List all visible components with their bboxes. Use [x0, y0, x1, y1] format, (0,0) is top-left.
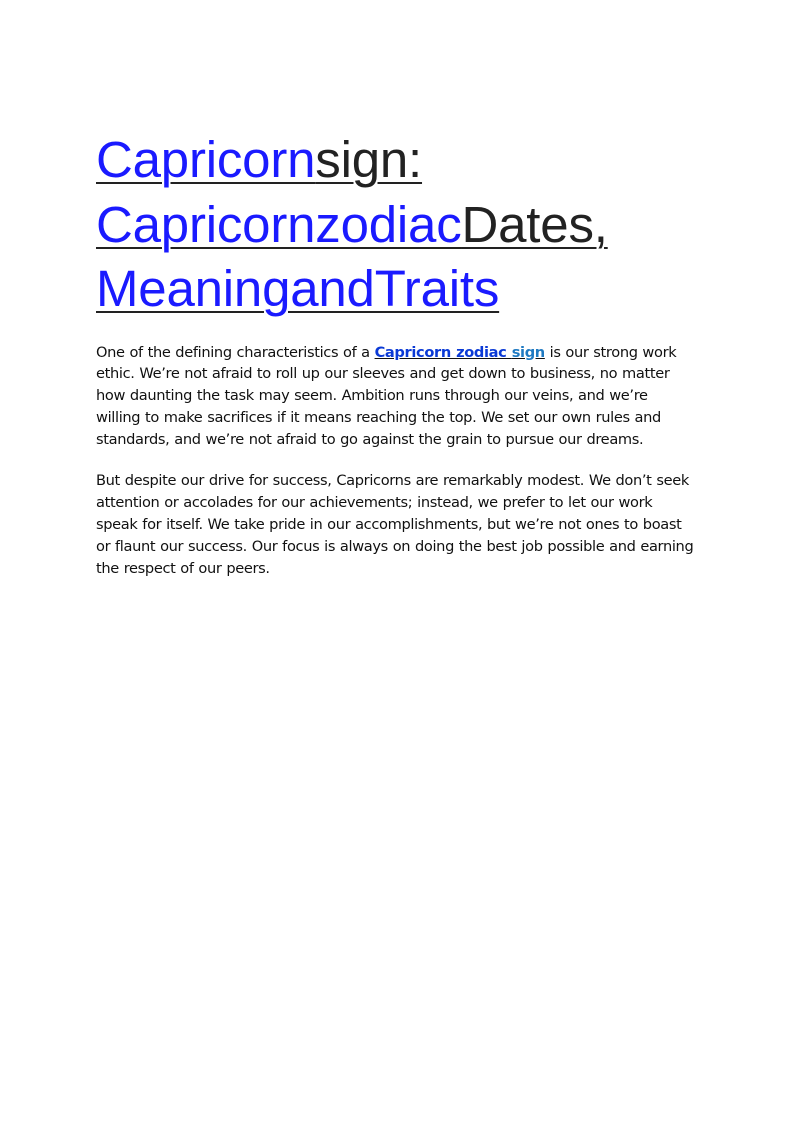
title-text-dates: Dates,: [461, 195, 608, 253]
inline-link-part-2: sign: [511, 343, 545, 361]
title-link-meaning-and-traits[interactable]: MeaningandTraits: [96, 260, 500, 317]
document-page: [96, 128, 696, 579]
capricorn-zodiac-sign-link[interactable]: [375, 344, 545, 361]
modesty-paragraph: But despite our drive for success, Capricorns are remarkably modest. We don’t seek attention or accolades for our achievements; instead, we prefer to let our work speak for itself. We take pride in our accomplishments, but we’re not ones to boast or flaunt our success. Our focus is always on doing the best job possible and earning the respect of our peers.: [96, 472, 694, 577]
intro-paragraph-lead: One of the defining characteristics of a: [96, 343, 375, 361]
inline-link-part-1: Capricorn zodiac: [374, 343, 507, 361]
title-link-capricorn-zodiac[interactable]: Capricornzodiac: [96, 195, 462, 253]
title-text-sign: sign:: [315, 131, 423, 188]
page-title: [96, 128, 696, 322]
intro-paragraph-rest: is our strong work ethic. We’re not afraid to roll up our sleeves and get down to business, no matter how daunting the task may seem. Ambition runs through our veins, and we’re willing to make sacrifices if it means reaching the top. We set our own rules and standards, and we’re not afraid to go against the grain to pursue our dreams.: [96, 343, 677, 448]
title-link-capricorn[interactable]: Capricorn: [96, 131, 316, 188]
intro-paragraph: [96, 342, 696, 451]
